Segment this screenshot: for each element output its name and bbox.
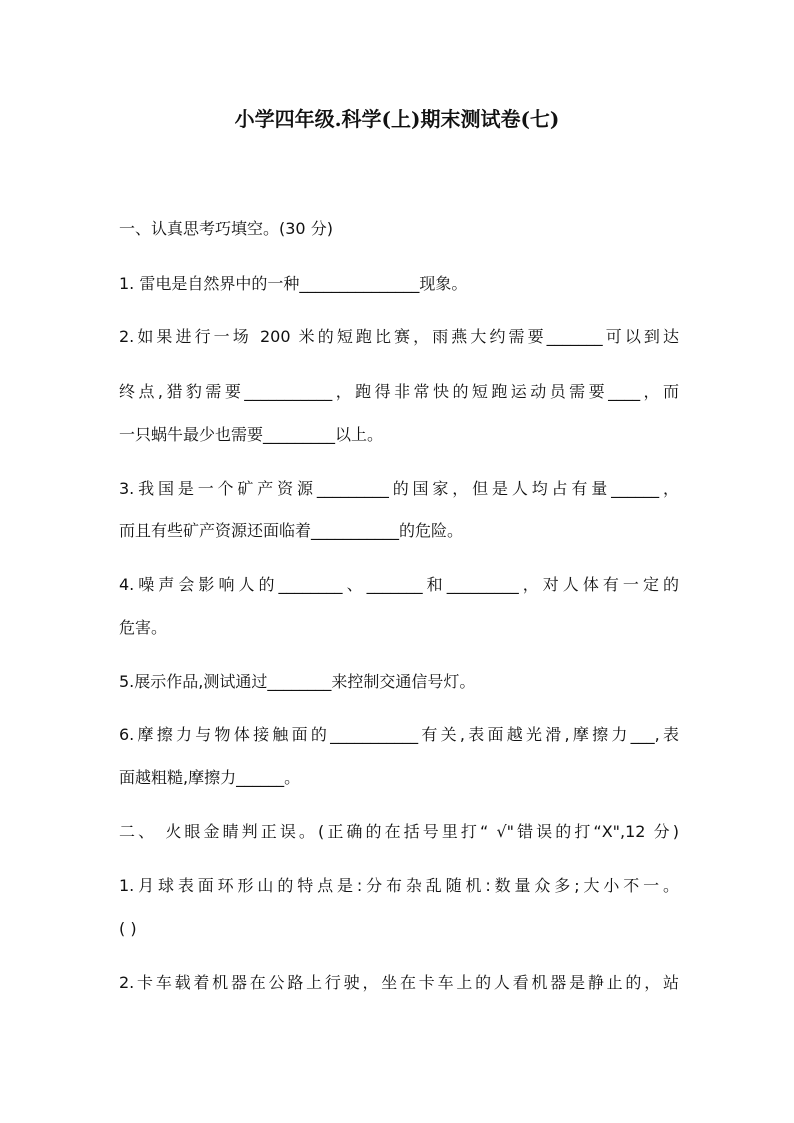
question-line: 而且有些矿产资源还面临着___________的危险。: [119, 521, 464, 540]
question-line: 5.展示作品,测试通过________来控制交通信号灯。: [119, 672, 476, 691]
question-line: 2.如果进行一场 200 米的短跑比赛，雨燕大约需要_______可以到达: [119, 327, 679, 346]
section-heading: 二、 火眼金睛判正误。(正确的在括号里打“ √"错误的打“X",12 分): [119, 822, 679, 841]
question-line: 终点,猎豹需要___________，跑得非常快的短跑运动员需要____，而: [119, 382, 679, 401]
page-title: 小学四年级.科学(上)期末测试卷(七): [234, 107, 560, 131]
question-line: 危害。: [119, 618, 168, 637]
question-line: 3.我国是一个矿产资源_________的国家，但是人均占有量______，: [119, 479, 679, 498]
question-line: 4.噪声会影响人的________、_______和_________，对人体有一定的: [119, 575, 679, 594]
section-heading: 一、认真思考巧填空。(30 分): [119, 219, 333, 238]
question-line: 1. 雷电是自然界中的一种_______________现象。: [119, 274, 468, 293]
question-line: 2.卡车载着机器在公路上行驶，坐在卡车上的人看机器是静止的，站: [119, 973, 679, 992]
question-line: 面越粗糙,摩擦力______。: [119, 768, 301, 787]
question-line: 一只蜗牛最少也需要_________以上。: [119, 425, 384, 444]
question-line: 1.月球表面环形山的特点是:分布杂乱随机:数量众多;大小不一。: [119, 876, 679, 895]
question-line: 6.摩擦力与物体接触面的___________有关,表面越光滑,摩擦力___,表: [119, 725, 679, 744]
answer-bracket: ( ): [119, 919, 137, 938]
